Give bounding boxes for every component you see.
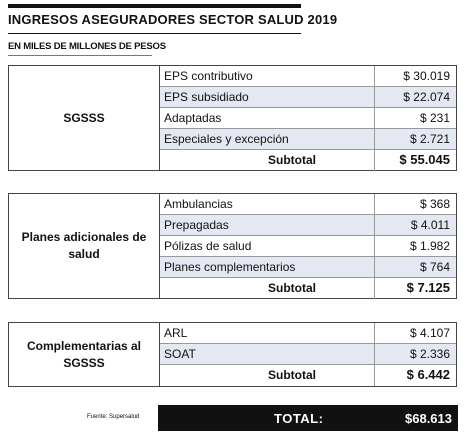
row-value: $ 1.982 [409,239,450,253]
title-rule [8,33,301,34]
subtotal-value: $ 55.045 [399,152,450,167]
column-divider [374,215,375,235]
table-row [160,215,456,236]
source-note: Fuente: Supersalud [87,414,140,420]
table-row [160,129,456,150]
column-divider [374,323,375,343]
group-label: Complementarias al SGSSS [26,338,142,370]
row-label: Especiales y excepción [164,132,289,146]
group-rows [160,323,456,386]
column-divider [374,150,375,171]
table-row [160,257,456,278]
row-label: Prepagadas [164,218,229,232]
column-divider [374,344,375,364]
subtitle-rule [8,55,152,56]
column-divider [374,365,375,386]
group-rows [160,66,456,171]
row-value: $ 231 [419,111,450,125]
total-bar [158,405,458,431]
row-label: Adaptadas [164,111,222,125]
row-label: ARL [164,326,188,340]
column-divider [374,278,375,299]
row-label: Pólizas de salud [164,239,252,253]
row-value: $ 368 [419,197,450,211]
row-value: $ 764 [419,260,450,274]
row-label: EPS contributivo [164,69,253,83]
column-divider [374,257,375,277]
table-row [160,194,456,215]
table-row [160,87,456,108]
column-divider [374,87,375,107]
row-value: $ 4.107 [409,326,450,340]
total-label: TOTAL: [274,411,324,426]
row-value: $ 4.011 [410,218,450,232]
subtotal-value: $ 6.442 [406,367,450,382]
row-label: Ambulancias [164,197,233,211]
group-label: SGSSS [63,110,105,125]
table-row [160,236,456,257]
total-value: $68.613 [405,411,452,426]
table-row [160,108,456,129]
subtotal-row [160,365,456,386]
column-divider [374,108,375,128]
row-value: $ 2.336 [409,347,450,361]
group-complementarias [8,322,457,387]
table-row [160,66,456,87]
table-row [160,344,456,365]
table-row [160,323,456,344]
column-divider [374,194,375,214]
subtotal-row [160,278,456,299]
column-divider [374,129,375,149]
subtotal-label: Subtotal [268,368,316,382]
group-label: Planes adicionales de salud [21,230,147,261]
group-rows [160,194,456,299]
group-planes-adicionales [8,193,457,299]
row-value: $ 22.074 [403,90,450,104]
subtotal-label: Subtotal [268,153,316,167]
subtotal-label: Subtotal [268,281,316,295]
row-value: $ 2.721 [409,132,450,146]
units-subtitle: EN MILES DE MILLONES DE PESOS [8,41,166,52]
row-value: $ 30.019 [403,69,450,83]
subtotal-row [160,150,456,171]
row-label: SOAT [164,347,196,361]
column-divider [374,66,375,86]
row-label: EPS subsidiado [164,90,249,104]
row-label: Planes complementarios [164,260,296,274]
subtotal-value: $ 7.125 [406,280,450,295]
group-sgsss [8,65,457,171]
title-top-bar [8,4,301,8]
page-title: INGRESOS ASEGURADORES SECTOR SALUD 2019 [8,12,338,27]
column-divider [374,236,375,256]
